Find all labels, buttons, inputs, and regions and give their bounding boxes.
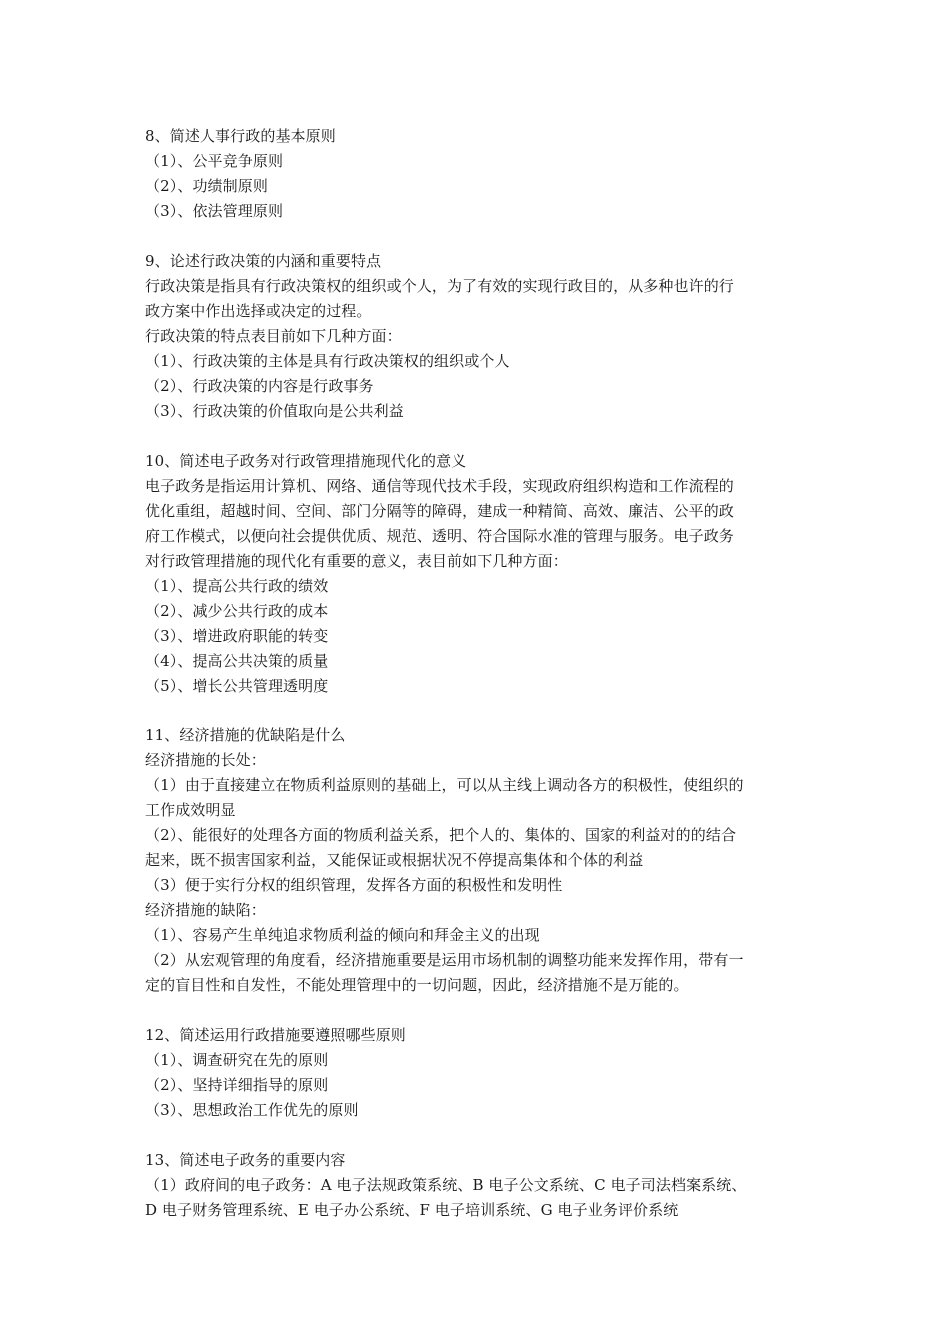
answer-line: （2）、行政决策的内容是行政事务 [145, 376, 374, 395]
question-section [145, 1023, 817, 1123]
question-section [145, 723, 817, 998]
answer-line: 经济措施的缺陷： [145, 901, 266, 920]
answer-line: 电子政务是指运用计算机、网络、通信等现代技术手段，实现政府组织构造和工作流程的 [145, 476, 734, 495]
answer-line: （4）、提高公共决策的质量 [145, 651, 329, 670]
answer-line: （1）、公平竞争原则 [145, 152, 284, 170]
answer-line: 对行政管理措施的现代化有重要的意义，表目前如下几种方面： [145, 551, 568, 570]
answer-line: （2）、坚持详细指导的原则 [145, 1076, 329, 1095]
answer-line: 工作成效明显 [145, 801, 236, 820]
answer-line: （1）、提高公共行政的绩效 [145, 576, 329, 595]
answer-line: 优化重组，超越时间、空间、部门分隔等的障碍，建成一种精简、高效、廉洁、公平的政 [145, 501, 734, 520]
answer-line: （2）、减少公共行政的成本 [145, 601, 329, 620]
answer-line: （3）便于实行分权的组织管理，发挥各方面的积极性和发明性 [145, 876, 563, 895]
question-heading: 8、简述人事行政的基本原则 [145, 127, 336, 145]
answer-line: 行政决策是指具有行政决策权的组织或个人，为了有效的实现行政目的，从多种也许的行 [145, 276, 734, 295]
section-gap [145, 1123, 817, 1148]
answer-line: （2）、功绩制原则 [145, 177, 268, 195]
answer-line: （3）、行政决策的价值取向是公共利益 [145, 401, 404, 420]
question-heading: 12、简述运用行政措施要遵照哪些原则 [145, 1026, 406, 1045]
answer-line: 政方案中作出选择或决定的过程。 [145, 301, 372, 320]
document-page [145, 124, 817, 1223]
answer-line: 经济措施的长处： [145, 751, 266, 770]
answer-line: （5）、增长公共管理透明度 [145, 676, 329, 695]
answer-line: 行政决策的特点表目前如下几种方面： [145, 326, 402, 345]
answer-line: （3）、依法管理原则 [145, 202, 284, 220]
answer-line: （2）、能很好的处理各方面的物质利益关系，把个人的、集体的、国家的利益对的的结合 [145, 826, 737, 845]
answer-line: 府工作模式，以便向社会提供优质、规范、透明、符合国际水准的管理与服务。电子政务 [145, 526, 734, 545]
answer-line: （2）从宏观管理的角度看，经济措施重要是运用市场机制的调整功能来发挥作用，带有一 [145, 951, 744, 970]
answer-line: 定的盲目性和自发性，不能处理管理中的一切问题，因此，经济措施不是万能的。 [145, 976, 689, 995]
question-heading: 11、经济措施的优缺陷是什么 [145, 726, 346, 745]
answer-line: （1）政府间的电子政务：A 电子法规政策系统、B 电子公文系统、C 电子司法档案系统、 [145, 1175, 747, 1194]
question-section [145, 124, 817, 224]
answer-line: （1）、调查研究在先的原则 [145, 1051, 329, 1070]
question-heading: 13、简述电子政务的重要内容 [145, 1150, 346, 1169]
question-section [145, 249, 817, 424]
section-gap [145, 224, 817, 249]
answer-line: （1）、容易产生单纯追求物质利益的倾向和拜金主义的出现 [145, 926, 540, 945]
section-gap [145, 699, 817, 724]
answer-line: （1）、行政决策的主体是具有行政决策权的组织或个人 [145, 351, 510, 370]
section-gap [145, 998, 817, 1023]
answer-line: （1）由于直接建立在物质利益原则的基础上，可以从主线上调动各方的积极性，使组织的 [145, 776, 744, 795]
question-heading: 9、论述行政决策的内涵和重要特点 [145, 251, 382, 270]
answer-line: D 电子财务管理系统、E 电子办公系统、F 电子培训系统、G 电子业务评价系统 [145, 1200, 679, 1219]
answer-line: （3）、思想政治工作优先的原则 [145, 1101, 359, 1120]
section-gap [145, 424, 817, 449]
answer-line: （3）、增进政府职能的转变 [145, 626, 329, 645]
answer-line: 起来，既不损害国家利益，又能保证或根据状况不停提高集体和个体的利益 [145, 851, 644, 870]
question-section [145, 449, 817, 699]
question-heading: 10、简述电子政务对行政管理措施现代化的意义 [145, 451, 467, 470]
question-section [145, 1148, 817, 1223]
